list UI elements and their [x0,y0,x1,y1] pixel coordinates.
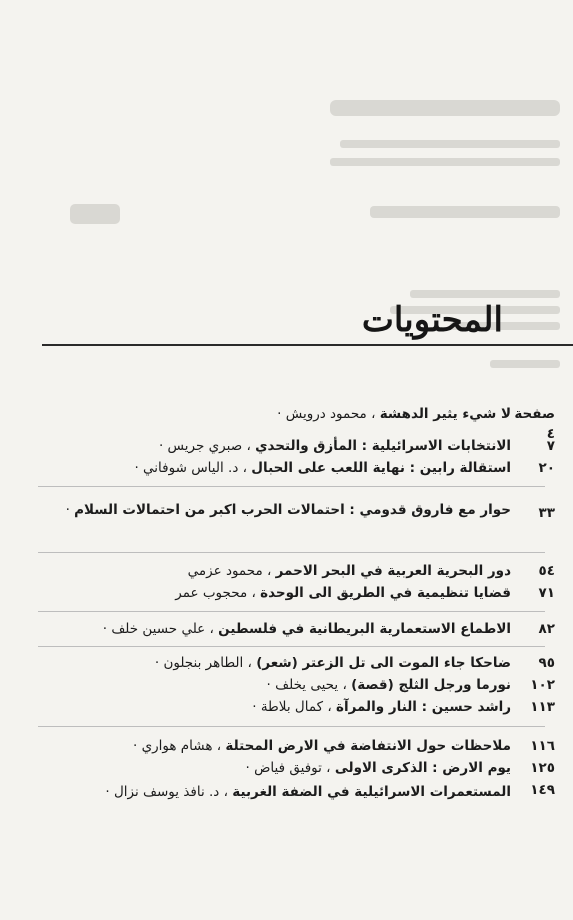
entry-title: الاطماع الاستعمارية البريطانية في فلسطين [218,621,511,637]
entry-title: ملاحظات حول الانتفاضة في الارض المحتلة [225,738,511,754]
entry-text: الاطماع الاستعمارية البريطانية في فلسطين ، علي حسين خلف · [102,621,511,637]
toc-entry [36,583,573,603]
entry-title: دور البحرية العربية في البحر الاحمر [275,563,511,579]
page-number: ٧ [546,438,555,454]
toc-entry [36,736,573,756]
entry-text: لا شيء يثير الدهشة ، محمود درويش · [277,406,511,422]
entry-text: قضايا تنظيمية في الطريق الى الوحدة ، محجوب عمر [175,585,511,601]
entry-text: يوم الارض : الذكرى الاولى ، توفيق فياض · [245,760,511,776]
entry-author: يحيى يخلف [275,677,339,693]
entry-text: راشد حسين : النار والمرآة ، كمال بلاطة · [252,699,511,715]
section-divider [38,726,545,727]
page-number: ١٠٢ [530,677,555,693]
toc-entry [36,675,573,695]
toc-entry [36,758,573,778]
entry-author: كمال بلاطة [260,699,324,715]
entry-author: محمود درويش [285,406,367,422]
page-number: ١١٣ [530,699,555,715]
entry-text: استقالة رابين : نهاية اللعب على الحبال ، د. الياس شوفاني · [134,460,511,476]
entry-title: حوار مع فاروق قدومي : احتمالات الحرب اكبر من احتمالات السلام [74,502,511,518]
page-number: ١٤٩ [530,782,555,798]
toc-entry [36,458,573,478]
entry-author: علي حسين خلف [111,621,206,637]
page-number: ٣٣ [538,505,555,521]
page-number: ٥٤ [538,563,555,579]
page-number: ٢٠ [538,460,555,476]
toc-entry [36,653,573,673]
section-divider [38,611,545,612]
entry-title: ضاحكا جاء الموت الى تل الزعتر (شعر) [256,655,511,671]
toc-entry [36,497,573,523]
section-divider [38,646,545,647]
entry-author: توفيق فياض [254,760,322,776]
page-number: ١٢٥ [530,760,555,776]
page-number: ٨٢ [538,621,555,637]
entry-title: يوم الارض : الذكرى الاولى [334,760,511,776]
section-divider [38,552,545,553]
page-number: ١١٦ [530,738,555,754]
entry-author: محجوب عمر [175,585,248,601]
entry-title: قضايا تنظيمية في الطريق الى الوحدة [260,585,511,601]
toc-entry [36,436,573,456]
entry-title: راشد حسين : النار والمرآة [336,699,511,715]
toc-entry [36,619,573,639]
entry-author: الطاهر بنجلون [163,655,244,671]
page-label: صفحة [514,406,555,422]
entry-text: حوار مع فاروق قدومي : احتمالات الحرب اكبر من احتمالات السلام · [65,502,511,518]
entry-text: المستعمرات الاسرائيلية في الضفة الغربية ، د. نافذ يوسف نزال · [105,784,511,800]
entry-text: ضاحكا جاء الموت الى تل الزعتر (شعر) ، الطاهر بنجلون · [154,655,511,671]
entry-title: نورما ورجل الثلج (قصة) [351,677,511,693]
page-number: ٧١ [538,585,555,601]
entry-text: ملاحظات حول الانتفاضة في الارض المحتلة ، هشام هواري · [132,738,511,754]
title-rule [42,344,573,346]
entry-text: الانتخابات الاسرائيلية : المأزق والتحدي ، صبري جريس · [158,438,511,454]
entry-text: نورما ورجل الثلج (قصة) ، يحيى يخلف · [266,677,511,693]
entry-title: الانتخابات الاسرائيلية : المأزق والتحدي [255,438,511,454]
entry-author: د. الياس شوفاني [143,460,239,476]
toc-entry [36,697,573,717]
toc-entry [36,561,573,581]
page-title: المحتويات [361,300,503,340]
entry-text: دور البحرية العربية في البحر الاحمر ، محمود عزمي [187,563,511,579]
entry-author: د. نافذ يوسف نزال [113,784,220,800]
page-number: ٩٥ [538,655,555,671]
section-divider [38,486,545,487]
entry-title: استقالة رابين : نهاية اللعب على الحبال [251,460,511,476]
entry-author: هشام هواري [141,738,213,754]
entry-author: صبري جريس [167,438,243,454]
toc-entry [36,780,573,804]
page-number: صفحة ٤ [514,406,555,442]
entry-title: لا شيء يثير الدهشة [379,406,511,422]
entry-author: محمود عزمي [187,563,263,579]
entry-title: المستعمرات الاسرائيلية في الضفة الغربية [232,784,511,800]
